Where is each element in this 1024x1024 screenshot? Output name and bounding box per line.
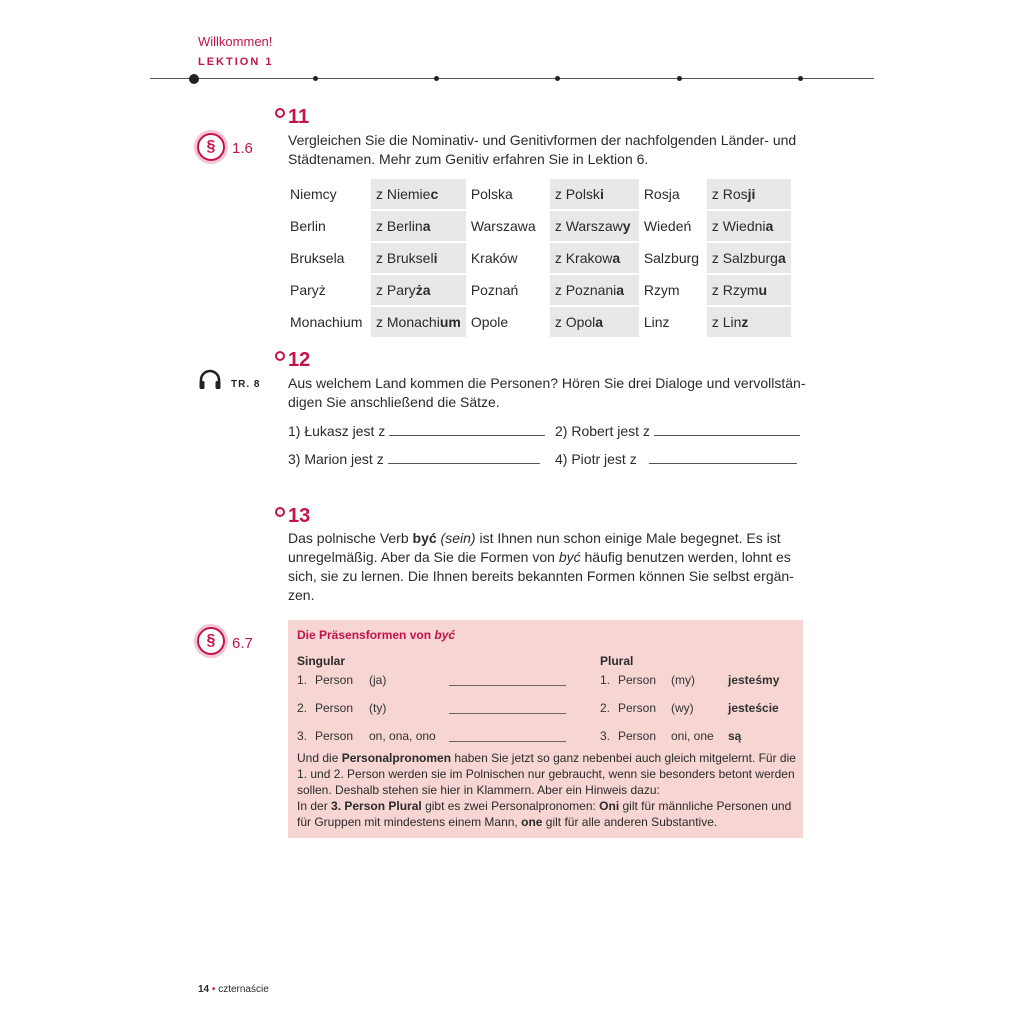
conjugation-row: 3. Person oni, one są	[600, 729, 742, 743]
rule-marker	[798, 76, 803, 81]
genitive-form-cell: z Krakowa	[549, 242, 640, 274]
grammar-box-title: Die Präsensformen von być	[297, 628, 456, 642]
exercise-instructions: Aus welchem Land kommen die Personen? Hören Sie drei Dialoge und vervollstän- digen Sie anschließend die Sätze.	[288, 375, 806, 410]
nominative-cell: Bruksela	[290, 250, 345, 266]
conjugation-row: 2. Person (ty)	[297, 701, 387, 715]
genitive-form-cell: z Paryża	[370, 274, 467, 306]
genitive-form-cell: z Niemiec	[370, 178, 467, 210]
genitive-form-cell: z Rzymu	[706, 274, 792, 306]
nominative-cell: Polska	[470, 186, 513, 202]
genitive-form-cell: z Berlina	[370, 210, 467, 242]
conjugation-row: 3. Person on, ona, ono	[297, 729, 436, 743]
fill-in-item: 4) Piotr jest z	[555, 449, 797, 469]
rule-marker-large	[189, 74, 199, 84]
exercise-number: 13	[288, 505, 311, 527]
grammar-reference: 1.6	[232, 140, 253, 157]
rule-marker	[434, 76, 439, 81]
exercise-instructions: Das polnische Verb być (sein) ist Ihnen nun schon einige Male begegnet. Es ist unregelmäßig. Aber da Sie die Formen von być häufig benutzen werden, lohnt es sich, sie zu lernen. Die Ihnen bereits bekannten Formen können Sie selbst ergän- zen.	[288, 530, 794, 603]
table-row	[286, 178, 792, 210]
nominative-cell: Paryż	[290, 282, 326, 298]
nominative-cell: Wiedeń	[643, 218, 692, 234]
headphones-icon	[198, 369, 222, 391]
answer-blank[interactable]	[388, 449, 540, 464]
nominative-cell: Salzburg	[643, 250, 700, 266]
grammar-box	[288, 620, 803, 838]
nominative-cell: Warszawa	[470, 218, 536, 234]
genitive-form-cell: z Rosji	[706, 178, 792, 210]
exercise-bullet-icon	[275, 108, 285, 118]
exercise-number: 12	[288, 349, 311, 371]
header-rule	[150, 78, 874, 79]
conjugation-row: 1. Person (my) jesteśmy	[600, 673, 780, 687]
grammar-reference: 6.7	[232, 635, 253, 652]
genitive-form-cell: z Polski	[549, 178, 640, 210]
table-row	[286, 306, 792, 338]
answer-blank[interactable]	[389, 421, 545, 436]
grammar-reference-icon: §	[197, 627, 225, 655]
nominative-cell: Kraków	[470, 250, 518, 266]
genitive-form-cell: z Warszawy	[549, 210, 640, 242]
genitive-form-cell: z Salzburga	[706, 242, 792, 274]
exercise-bullet-icon	[275, 351, 285, 361]
table-row	[286, 210, 792, 242]
nominative-cell: Linz	[643, 314, 670, 330]
genitive-form-cell: z Monachium	[370, 306, 467, 338]
nominative-cell: Berlin	[290, 218, 326, 234]
conjugation-row: 1. Person (ja)	[297, 673, 387, 687]
nominative-cell: Rzym	[643, 282, 680, 298]
genitive-table	[286, 178, 792, 338]
table-row	[286, 274, 792, 306]
fill-in-item: 1) Łukasz jest z	[288, 421, 545, 441]
answer-blank[interactable]	[649, 449, 797, 464]
exercise-instructions: Vergleichen Sie die Nominativ- und Genitivformen der nachfolgenden Länder- und Städtenamen. Mehr zum Genitiv erfahren Sie in Lektion 6.	[288, 132, 797, 167]
grammar-note: Und die Personalpronomen haben Sie jetzt so ganz nebenbei auch gleich mitgelernt. Für die 1. und 2. Person werden sie im Polnischen nur gebraucht, wenn sie besonders betont werden sollen. Deshalb stehen sie hier in Klammern. Aber ein Hinweis dazu: In der 3. Person Plural gibt es zwei Personalpronomen: Oni gilt für männliche Personen und für Gruppen mit mindestens einem Mann, one gilt für alle anderen Substantive.	[297, 751, 796, 829]
lesson-label: LEKTION 1	[198, 56, 274, 68]
page-footer: 14 • czternaście	[198, 984, 269, 995]
genitive-form-cell: z Linz	[706, 306, 792, 338]
nominative-cell: Rosja	[643, 186, 680, 202]
nominative-cell: Monachium	[290, 314, 363, 330]
rule-marker	[677, 76, 682, 81]
genitive-form-cell: z Brukseli	[370, 242, 467, 274]
answer-blank[interactable]	[449, 713, 566, 714]
genitive-form-cell: z Wiednia	[706, 210, 792, 242]
rule-marker	[313, 76, 318, 81]
singular-heading: Singular	[297, 654, 346, 668]
genitive-form-cell: z Poznania	[549, 274, 640, 306]
nominative-cell: Poznań	[470, 282, 519, 298]
table-row	[286, 242, 792, 274]
grammar-reference-icon: §	[197, 133, 225, 161]
answer-blank[interactable]	[654, 421, 800, 436]
answer-blank[interactable]	[449, 741, 566, 742]
nominative-cell: Opole	[470, 314, 509, 330]
plural-heading: Plural	[600, 654, 634, 668]
genitive-form-cell: z Opola	[549, 306, 640, 338]
exercise-number: 11	[288, 106, 310, 128]
rule-marker	[555, 76, 560, 81]
fill-in-item: 2) Robert jest z	[555, 421, 800, 441]
answer-blank[interactable]	[449, 685, 566, 686]
fill-in-item: 3) Marion jest z	[288, 449, 540, 469]
nominative-cell: Niemcy	[290, 186, 337, 202]
exercise-bullet-icon	[275, 507, 285, 517]
track-label: TR. 8	[231, 379, 261, 390]
section-title: Willkommen!	[198, 34, 273, 49]
conjugation-row: 2. Person (wy) jesteście	[600, 701, 779, 715]
